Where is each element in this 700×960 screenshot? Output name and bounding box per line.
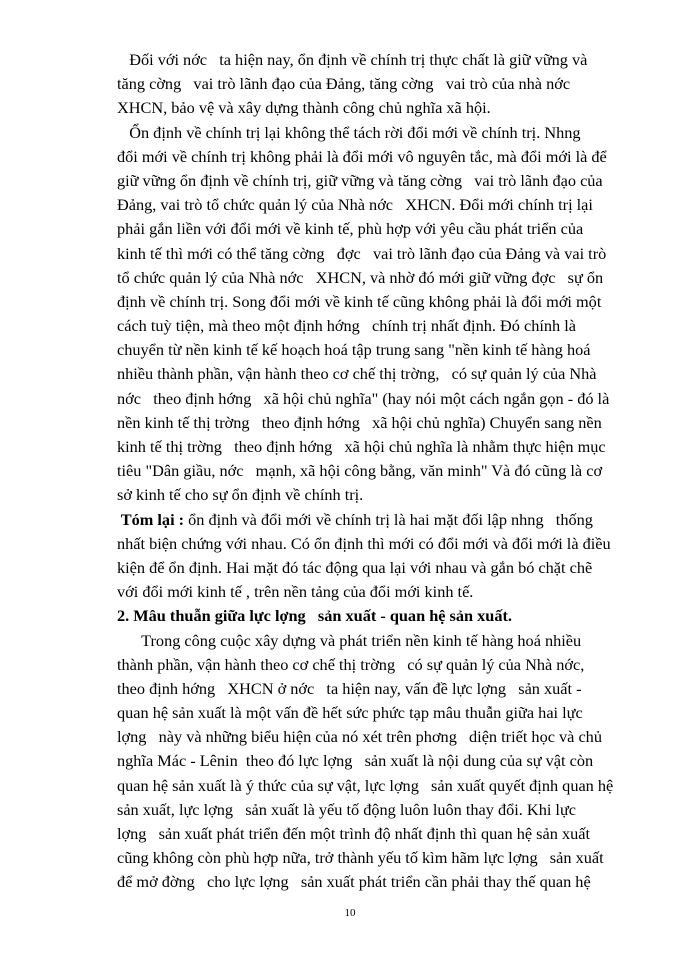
text-line: Đối với nớc ta hiện nay, ổn định về chính trị thực chất là giữ vững và xyxy=(117,50,588,69)
text-line: Đảng, vai trò tổ chức quản lý của Nhà nớc XHCN. Đổi mới chính trị lại xyxy=(117,195,593,215)
text-line: giữ vững ổn định về chính trị, giữ vững và tăng cờng vai trò lãnh đạo của xyxy=(117,170,603,190)
paragraph xyxy=(117,629,617,895)
text-line: cách tuỳ tiện, mà theo một định hớng chính trị nhất định. Đó chính là xyxy=(117,316,576,336)
text-line: đổi mới về chính trị không phải là đổi mới vô nguyên tắc, mà đổi mới là để xyxy=(117,146,607,166)
text-line: chuyển từ nền kinh tế kế hoạch hoá tập trung sang "nền kinh tế hàng hoá xyxy=(117,340,591,360)
text-line: cũng không còn phù hợp nữa, trở thành yếu tố kìm hãm lực lợng sản xuất xyxy=(117,848,604,868)
text-body xyxy=(117,48,617,895)
text-line: Ổn định về chính trị lại không thể tách rời đổi mới về chính trị. Nhng xyxy=(117,122,581,142)
text-line: với đổi mới kinh tế , trên nền tảng của đổi mới kinh tế. xyxy=(117,582,474,602)
text-line: nhất biện chứng với nhau. Có ổn định thì mới có đổi mới và đổi mới là điều xyxy=(117,533,611,553)
text-line: phải gắn liền với đổi mới về kinh tế, phù hợp với yêu cầu phát triển của xyxy=(117,219,584,239)
text-line: tăng cờng vai trò lãnh đạo của Đảng, tăng cờng vai trò của nhà nớc xyxy=(117,74,571,94)
text-line: để mở đờng cho lực lợng sản xuất phát triển cần phải thay thế quan hệ xyxy=(117,872,591,892)
text-line: kinh tế thị trờng theo định hớng xã hội chủ nghĩa là nhằm thực hiện mục xyxy=(117,437,606,456)
text-line: quan hệ sản xuất là một vấn đề hết sức phức tạp mâu thuẫn giữa hai lực xyxy=(117,703,583,723)
text-line xyxy=(117,508,617,532)
text-line: XHCN, bảo vệ và xây dựng thành công chủ nghĩa xã hội. xyxy=(117,98,491,118)
text-line: kinh tế thì mới có thể tăng cờng đợc vai trò lãnh đạo của Đảng và vai trò xyxy=(117,243,607,263)
paragraph xyxy=(117,48,617,121)
text-line: sản xuất, lực lợng sản xuất là yếu tố động luôn luôn thay đổi. Khi lực xyxy=(117,799,576,819)
summary-text: ổn định và đổi mới về chính trị là hai mặt đối lập nhng thống xyxy=(184,509,593,529)
text-line: theo định hớng XHCN ở nớc ta hiện nay, vấn đề lực lợng sản xuất - xyxy=(117,678,582,698)
page-number: 10 xyxy=(344,907,356,919)
text-line: lợng sản xuất phát triển đến một trình độ nhất định thì quan hệ sản xuất xyxy=(117,824,590,843)
text-line: định về chính trị. Song đổi mới về kinh tế cũng không phải là đổi mới một xyxy=(117,291,602,311)
text-line: kiện để ổn định. Hai mặt đó tác động qua lại với nhau và gắn bó chặt chẽ xyxy=(117,557,593,577)
text-line: nghĩa Mác - Lênin theo đó lực lợng sản xuất là nội dung của sự vật còn xyxy=(117,751,594,771)
text-line: lợng này và những biểu hiện của nó xét trên phơng diện triết học và chủ xyxy=(117,727,602,747)
section-heading: 2. Mâu thuẫn giữa lực lợng sản xuất - quan hệ sản xuất. xyxy=(117,606,512,626)
text-line: thành phần, vận hành theo cơ chế thị trờng có sự quản lý của Nhà nớc, xyxy=(117,654,585,674)
text-line: sở kinh tế cho sự ổn định về chính trị. xyxy=(117,485,364,505)
paragraph xyxy=(117,121,617,508)
text-line: tổ chức quản lý của Nhà nớc XHCN, và nhờ đó mới giữ vững đợc sự ổn xyxy=(117,267,604,287)
text-line: Trong công cuộc xây dựng và phát triển nền kinh tế hàng hoá nhiều xyxy=(117,630,582,650)
text-line: nhiều thành phần, vận hành theo cơ chế thị trờng, có sự quản lý của Nhà xyxy=(117,364,597,384)
summary-paragraph xyxy=(117,508,617,605)
text-line: tiêu "Dân giầu, nớc mạnh, xã hội công bằng, văn minh" Và đó cũng là cơ xyxy=(117,461,603,481)
text-line: nền kinh tế thị trờng theo định hớng xã hội chủ nghĩa) Chuyển sang nền xyxy=(117,412,602,432)
summary-label: Tóm lại : xyxy=(117,509,185,529)
text-line: nớc theo định hớng xã hội chủ nghĩa" (hay nói một cách ngắn gọn - đó là xyxy=(117,388,610,408)
text-line: quan hệ sản xuất là ý thức của sự vật, lực lợng sản xuất quyết định quan hệ xyxy=(117,775,614,795)
